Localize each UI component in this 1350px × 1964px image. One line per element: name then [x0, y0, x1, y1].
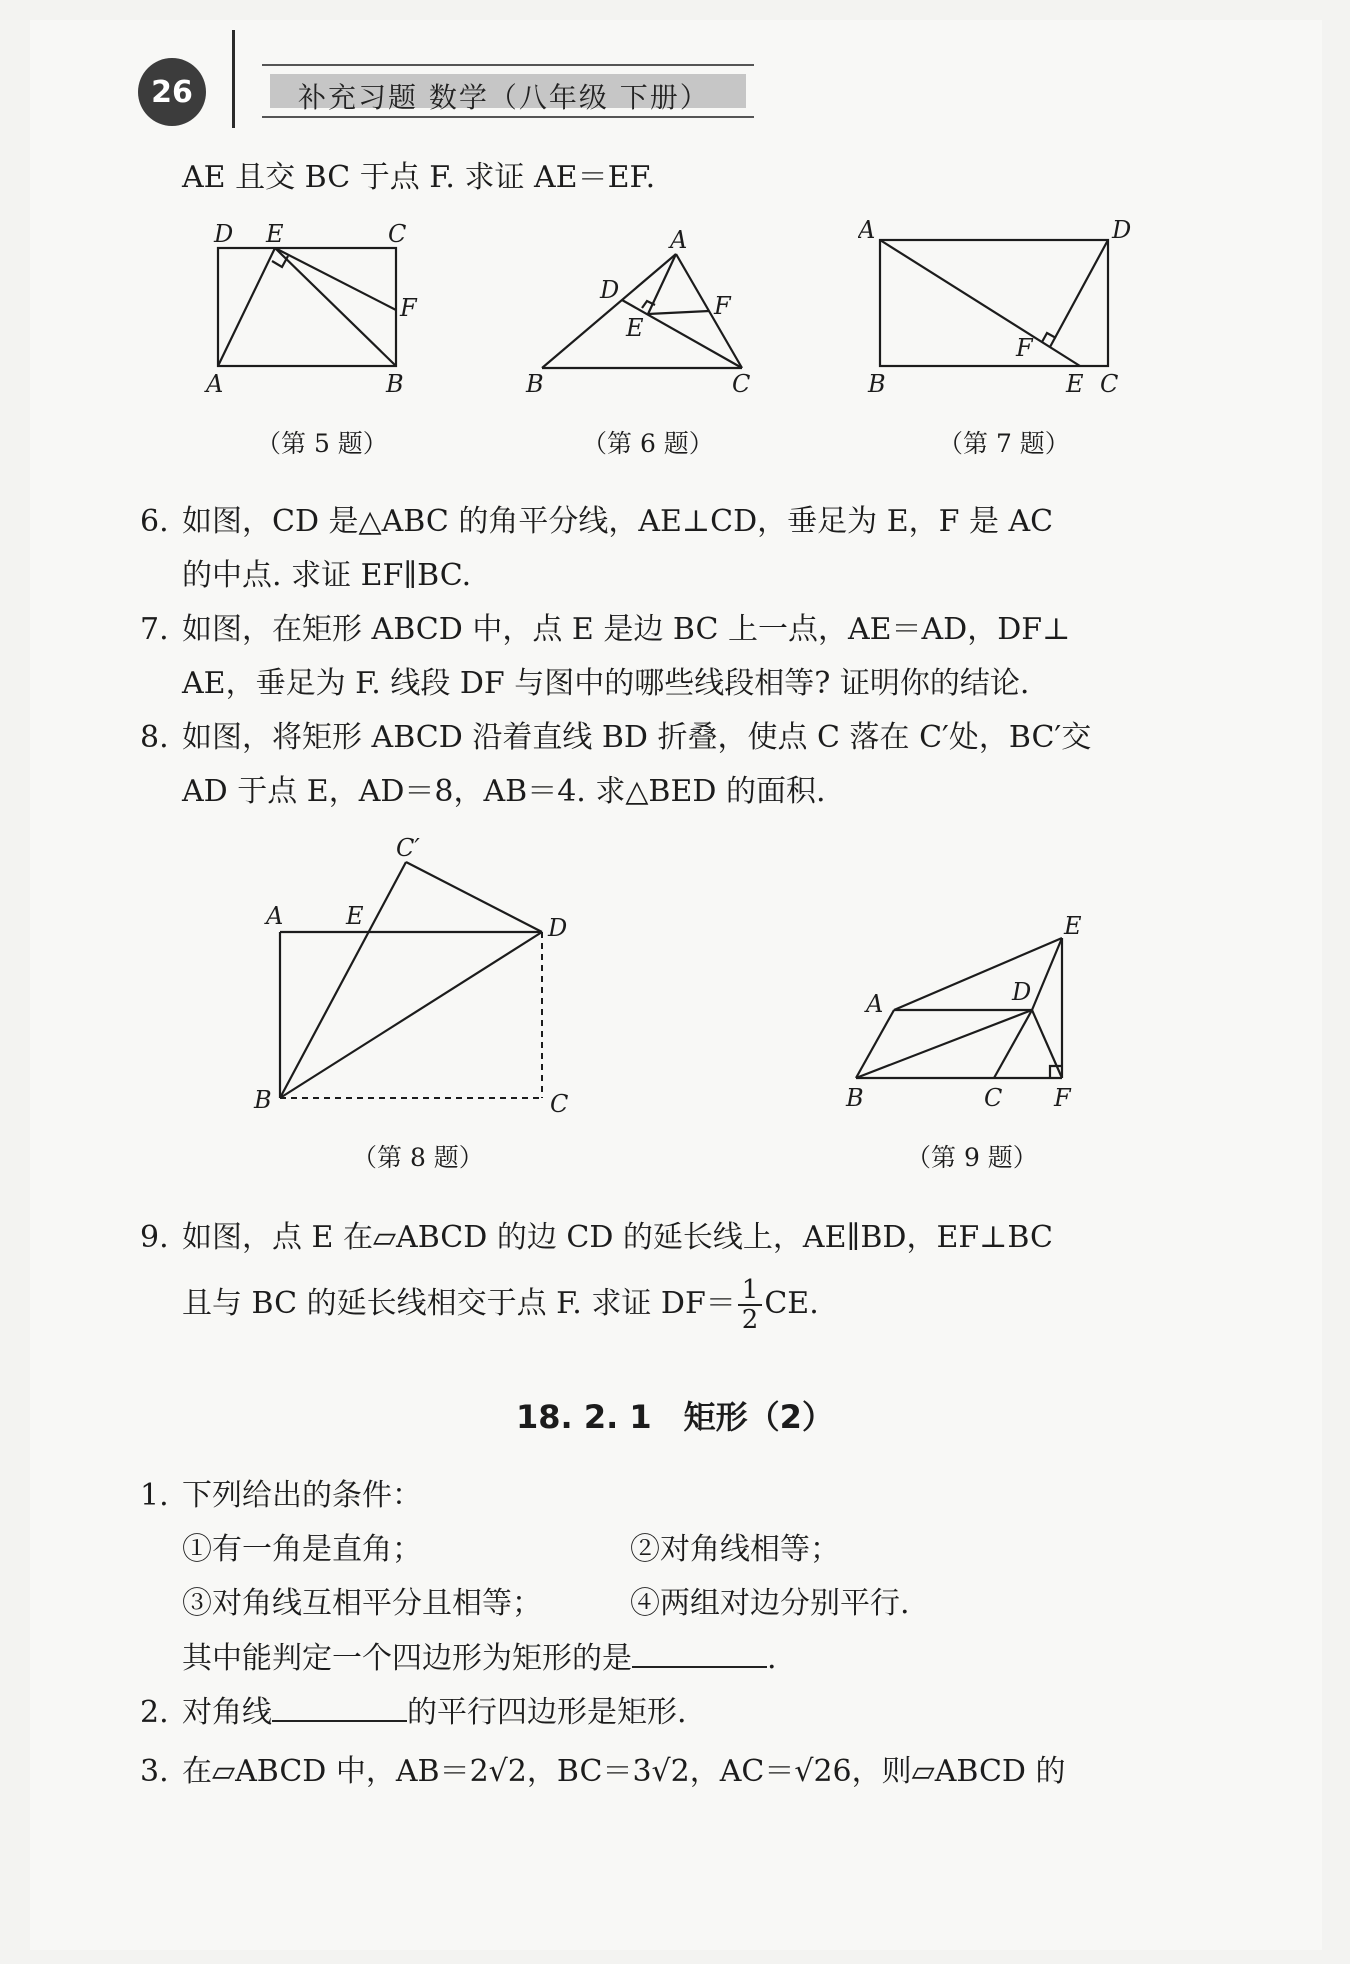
header-divider	[232, 30, 235, 128]
problem-9-line1: 9. 如图，点 E 在▱ABCD 的边 CD 的延长线上，AE∥BD，EF⊥BC	[140, 1220, 1053, 1255]
exercise-1-choice-2: ②对角线相等；	[630, 1532, 840, 1567]
fig6-caption: （第 6 题）	[582, 429, 714, 458]
section-title: 18. 2. 1 矩形（2）	[516, 1398, 834, 1436]
fig6-label-A: A	[670, 226, 688, 254]
problem-7-line1: 7. 如图，在矩形 ABCD 中，点 E 是边 BC 上一点，AE＝AD，DF⊥	[140, 612, 1071, 647]
fig9-label-F: F	[1054, 1084, 1071, 1112]
exercise-1-choice-1: ①有一角是直角；	[182, 1532, 422, 1567]
fig6-label-C: C	[732, 370, 751, 398]
problem-9-line2: 且与 BC 的延长线相交于点 F. 求证 DF＝ $\frac{1}{2}$ CE.	[182, 1275, 819, 1335]
exercise-1-choice-3: ③对角线互相平分且相等；	[182, 1586, 542, 1621]
fig9-label-E: E	[1064, 912, 1082, 940]
fig9-label-D: D	[1012, 978, 1032, 1006]
exercise-1-question: 其中能判定一个四边形为矩形的是 .	[182, 1638, 777, 1679]
fig8-label-E: E	[346, 902, 364, 930]
fig7-label-C: C	[1100, 370, 1119, 398]
fig7-caption: （第 7 题）	[938, 429, 1070, 458]
fig5-label-C: C	[388, 220, 407, 248]
answer-blank-1[interactable]	[632, 1638, 767, 1668]
fraction-one-half: $\frac{1}{2}$	[738, 1276, 763, 1334]
fig6-label-D: D	[600, 276, 620, 304]
book-title: 补充习题 数学（八年级 下册）	[298, 81, 710, 114]
problem5-continuation: AE 且交 BC 于点 F. 求证 AE＝EF.	[182, 160, 656, 195]
problem-8-line1: 8. 如图，将矩形 ABCD 沿着直线 BD 折叠，使点 C 落在 C′处，BC′交	[140, 720, 1092, 755]
fig6-label-B: B	[526, 370, 544, 398]
fig8-label-D: D	[548, 914, 568, 942]
fig8-label-A: A	[266, 902, 284, 930]
exercise-1-stem: 1. 下列给出的条件：	[140, 1478, 422, 1513]
figure-8	[250, 830, 590, 1120]
fig7-label-B: B	[868, 370, 886, 398]
fig9-label-A: A	[866, 990, 884, 1018]
header-title-box	[262, 64, 754, 118]
fig7-label-D: D	[1112, 216, 1132, 244]
fig8-caption: （第 8 题）	[352, 1143, 484, 1172]
fig6-label-E: E	[626, 314, 644, 342]
fig5-label-B: B	[386, 370, 404, 398]
fig5-caption: （第 5 题）	[256, 429, 388, 458]
fig8-label-C: C	[550, 1090, 569, 1118]
fig5-label-F: F	[400, 294, 417, 322]
fig9-label-C: C	[984, 1084, 1003, 1112]
exercise-2: 2. 对角线 的平行四边形是矩形.	[140, 1692, 687, 1733]
fig5-label-D: D	[214, 220, 234, 248]
fig5-label-A: A	[206, 370, 224, 398]
fig5-label-E: E	[266, 220, 284, 248]
answer-blank-2[interactable]	[272, 1692, 407, 1722]
figure-6	[518, 222, 758, 402]
fig9-caption: （第 9 题）	[906, 1143, 1038, 1172]
fig9-label-B: B	[846, 1084, 864, 1112]
fig8-label-B: B	[254, 1086, 272, 1114]
fig8-label-C1: C′	[396, 834, 420, 862]
fig6-label-F: F	[714, 292, 731, 320]
exercise-3: 3. 在▱ABCD 中，AB＝2√2，BC＝3√2，AC＝√26，则▱ABCD 的	[140, 1754, 1066, 1789]
page-number-badge	[138, 58, 206, 126]
page-number: 26	[151, 74, 193, 110]
problem-8-line2: AD 于点 E，AD＝8，AB＝4. 求△BED 的面积.	[182, 774, 826, 809]
fig7-label-A: A	[858, 216, 876, 244]
figure-5	[200, 212, 450, 402]
problem-6-line1: 6. 如图，CD 是△ABC 的角平分线，AE⊥CD，垂足为 E，F 是 AC	[140, 504, 1054, 539]
figure-9	[836, 900, 1096, 1120]
exercise-1-choice-4: ④两组对边分别平行.	[630, 1586, 910, 1621]
fig7-label-F: F	[1016, 334, 1033, 362]
problem-7-line2: AE，垂足为 F. 线段 DF 与图中的哪些线段相等? 证明你的结论.	[182, 666, 1030, 701]
fig7-label-E: E	[1066, 370, 1084, 398]
problem-6-line2: 的中点. 求证 EF∥BC.	[182, 558, 472, 593]
figure-7	[858, 212, 1138, 402]
